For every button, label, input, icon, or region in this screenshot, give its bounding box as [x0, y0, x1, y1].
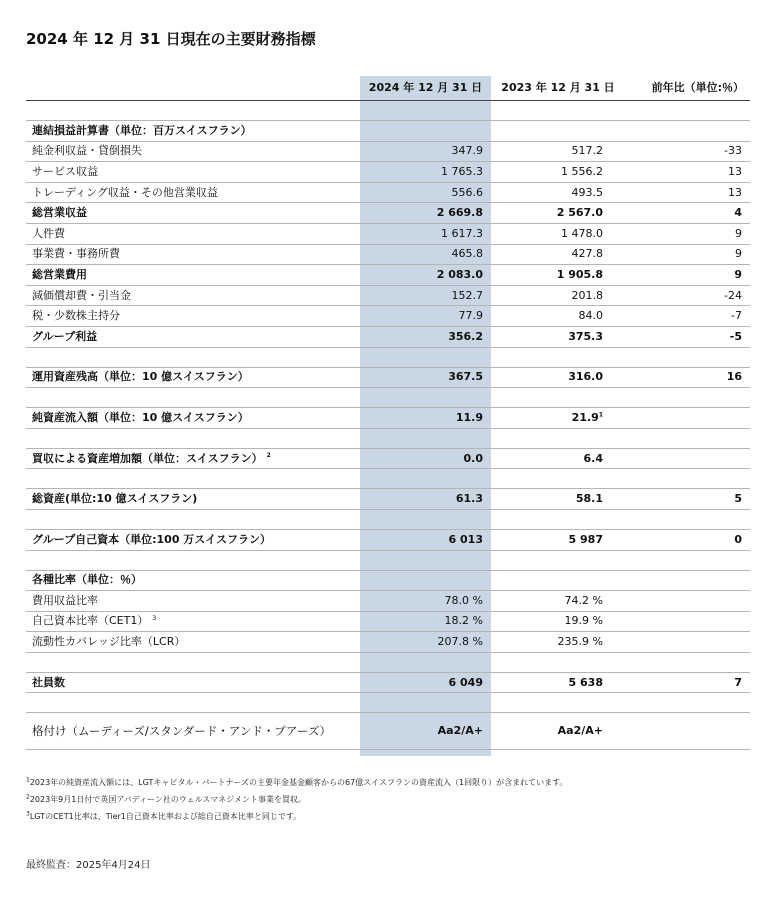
spacer-row — [26, 509, 750, 529]
value-v2024: 367.5 — [360, 367, 491, 388]
table-row — [26, 141, 750, 162]
value-v2024: 18.2 % — [360, 611, 491, 632]
value-yoy — [625, 121, 750, 142]
value-v2023 — [491, 652, 625, 672]
table-row — [26, 591, 750, 612]
row-label: 総営業収益 — [26, 203, 360, 224]
value-yoy: 0 — [625, 529, 750, 550]
value-v2024 — [360, 121, 491, 142]
table-row — [26, 265, 750, 286]
table-row — [26, 448, 750, 469]
row-label: サービス収益 — [26, 162, 360, 183]
value-yoy: 13 — [625, 182, 750, 203]
value-yoy: 9 — [625, 223, 750, 244]
value-v2023: 316.0 — [491, 367, 625, 388]
row-label: 流動性カバレッジ比率（LCR） — [26, 632, 360, 653]
value-yoy: -5 — [625, 326, 750, 347]
footnote-2: $^2$2023年9月1日付で英国アバディーン社のウェルスマネジメント事業を買収。 — [26, 793, 306, 804]
value-v2023: 58.1 — [491, 489, 625, 510]
row-label: 減価償却費・引当金 — [26, 285, 360, 306]
value-v2023: Aa2/A+ — [491, 713, 625, 750]
spacer-row — [26, 388, 750, 408]
value-v2023: 235.9 % — [491, 632, 625, 653]
value-v2024: 61.3 — [360, 489, 491, 510]
row-label: 各種比率（単位：％） — [26, 570, 360, 591]
value-yoy — [625, 428, 750, 448]
table-row — [26, 489, 750, 510]
value-v2023: 2 567.0 — [491, 203, 625, 224]
row-label: 買収による資産増加額（単位：スイスフラン） $^2$ — [26, 448, 360, 469]
value-v2023 — [491, 570, 625, 591]
spacer-row — [26, 652, 750, 672]
value-v2024: 11.9 — [360, 408, 491, 429]
last-audit-date: 最終監査：2025年4月24日 — [26, 860, 151, 871]
table-row — [26, 611, 750, 632]
header-2024: 2024 年 12 月 31 日 — [360, 76, 491, 101]
page-title: 2024 年 12 月 31 日現在の主要財務指標 — [26, 30, 316, 48]
value-yoy — [625, 611, 750, 632]
value-v2024: 2 669.8 — [360, 203, 491, 224]
value-v2024: 0.0 — [360, 448, 491, 469]
spacer-row — [26, 101, 750, 121]
table-header-row — [26, 76, 750, 101]
row-label: 純資産流入額（単位：10 億スイスフラン） — [26, 408, 360, 429]
value-v2023: 6.4 — [491, 448, 625, 469]
table-row — [26, 632, 750, 653]
value-v2023: 1 905.8 — [491, 265, 625, 286]
value-v2023 — [491, 550, 625, 570]
value-v2024 — [360, 652, 491, 672]
value-yoy — [625, 408, 750, 429]
value-v2023: 84.0 — [491, 306, 625, 327]
value-v2023 — [491, 693, 625, 713]
table-row — [26, 203, 750, 224]
value-yoy — [625, 347, 750, 367]
value-v2023 — [491, 509, 625, 529]
row-label — [26, 469, 360, 489]
value-v2024 — [360, 509, 491, 529]
value-v2023 — [491, 347, 625, 367]
financial-indicators-table — [26, 76, 750, 750]
row-label: 連結損益計算書（単位：百万スイスフラン） — [26, 121, 360, 142]
table-row — [26, 672, 750, 693]
value-v2023: 427.8 — [491, 244, 625, 265]
table-row — [26, 306, 750, 327]
table-row — [26, 285, 750, 306]
value-v2024 — [360, 347, 491, 367]
header-yoy: 前年比（単位:％） — [625, 76, 750, 101]
section-header-row — [26, 121, 750, 142]
value-v2023: 1 478.0 — [491, 223, 625, 244]
header-2023: 2023 年 12 月 31 日 — [491, 76, 625, 101]
value-yoy — [625, 591, 750, 612]
value-v2024: 6 049 — [360, 672, 491, 693]
value-v2023: 21.9$^1$ — [491, 408, 625, 429]
row-label — [26, 101, 360, 121]
value-yoy — [625, 469, 750, 489]
value-v2024: 77.9 — [360, 306, 491, 327]
value-yoy: 16 — [625, 367, 750, 388]
value-v2024: Aa2/A+ — [360, 713, 491, 750]
table-row — [26, 162, 750, 183]
value-v2023: 493.5 — [491, 182, 625, 203]
value-yoy: 9 — [625, 265, 750, 286]
value-yoy — [625, 652, 750, 672]
row-label — [26, 347, 360, 367]
row-label — [26, 693, 360, 713]
value-v2023: 201.8 — [491, 285, 625, 306]
value-v2024 — [360, 550, 491, 570]
value-yoy: -7 — [625, 306, 750, 327]
value-v2024: 78.0 % — [360, 591, 491, 612]
value-v2024: 1 617.3 — [360, 223, 491, 244]
value-v2024 — [360, 428, 491, 448]
value-v2024: 6 013 — [360, 529, 491, 550]
value-yoy — [625, 693, 750, 713]
footnote-3: $^3$LGTのCET1比率は、Tier1自己資本比率および総自己資本比率と同じです。 — [26, 810, 302, 821]
row-label: 格付け（ムーディーズ/スタンダード・アンド・プアーズ） — [26, 713, 360, 750]
value-v2024: 356.2 — [360, 326, 491, 347]
value-v2024 — [360, 570, 491, 591]
footnotes — [26, 774, 567, 825]
row-label: 総営業費用 — [26, 265, 360, 286]
table-row — [26, 408, 750, 429]
row-label: 人件費 — [26, 223, 360, 244]
row-label — [26, 550, 360, 570]
value-v2023: 517.2 — [491, 141, 625, 162]
row-label — [26, 509, 360, 529]
row-label: トレーディング収益・その他営業収益 — [26, 182, 360, 203]
value-v2023 — [491, 388, 625, 408]
value-yoy: -33 — [625, 141, 750, 162]
value-yoy — [625, 632, 750, 653]
value-v2024: 2 083.0 — [360, 265, 491, 286]
value-v2024 — [360, 693, 491, 713]
value-v2024 — [360, 388, 491, 408]
row-label: 費用収益比率 — [26, 591, 360, 612]
row-label — [26, 388, 360, 408]
table-row — [26, 713, 750, 750]
value-v2023: 375.3 — [491, 326, 625, 347]
value-yoy — [625, 713, 750, 750]
row-label: 事業費・事務所費 — [26, 244, 360, 265]
value-yoy — [625, 448, 750, 469]
spacer-row — [26, 347, 750, 367]
value-yoy — [625, 101, 750, 121]
spacer-row — [26, 428, 750, 448]
value-yoy: 9 — [625, 244, 750, 265]
value-yoy — [625, 550, 750, 570]
value-v2023: 5 987 — [491, 529, 625, 550]
table-row — [26, 529, 750, 550]
value-yoy: 4 — [625, 203, 750, 224]
row-label: 運用資産残高（単位：10 億スイスフラン） — [26, 367, 360, 388]
table-row — [26, 223, 750, 244]
value-yoy — [625, 509, 750, 529]
value-v2024: 556.6 — [360, 182, 491, 203]
value-v2023 — [491, 428, 625, 448]
value-yoy — [625, 570, 750, 591]
footnote-1: $^1$2023年の純資産流入額には、LGTキャピタル・パートナーズの主要年金基金顧客からの67億スイスフランの資産流入（1回限り）が含まれています。 — [26, 776, 568, 787]
row-label: 総資産(単位:10 億スイスフラン) — [26, 489, 360, 510]
value-v2023 — [491, 469, 625, 489]
row-label — [26, 652, 360, 672]
value-yoy: 13 — [625, 162, 750, 183]
row-label: 自己資本比率（CET1） $^3$ — [26, 611, 360, 632]
row-label: グループ利益 — [26, 326, 360, 347]
value-v2023: 1 556.2 — [491, 162, 625, 183]
table-row — [26, 326, 750, 347]
table-row — [26, 244, 750, 265]
table-row — [26, 182, 750, 203]
value-yoy: 7 — [625, 672, 750, 693]
spacer-row — [26, 469, 750, 489]
value-yoy: 5 — [625, 489, 750, 510]
section-header-row — [26, 570, 750, 591]
header-label-cell — [26, 76, 360, 101]
table-row — [26, 367, 750, 388]
value-v2024 — [360, 469, 491, 489]
spacer-row — [26, 693, 750, 713]
value-v2024: 347.9 — [360, 141, 491, 162]
row-label — [26, 428, 360, 448]
row-label: 税・少数株主持分 — [26, 306, 360, 327]
value-v2023: 74.2 % — [491, 591, 625, 612]
row-label: 社員数 — [26, 672, 360, 693]
value-v2024: 152.7 — [360, 285, 491, 306]
value-v2023: 19.9 % — [491, 611, 625, 632]
value-v2024: 207.8 % — [360, 632, 491, 653]
value-yoy — [625, 388, 750, 408]
value-v2023 — [491, 121, 625, 142]
row-label: 純金利収益・貸倒損失 — [26, 141, 360, 162]
value-v2023: 5 638 — [491, 672, 625, 693]
row-label: グループ自己資本（単位:100 万スイスフラン） — [26, 529, 360, 550]
value-v2024 — [360, 101, 491, 121]
value-v2024: 465.8 — [360, 244, 491, 265]
value-yoy: -24 — [625, 285, 750, 306]
value-v2024: 1 765.3 — [360, 162, 491, 183]
spacer-row — [26, 550, 750, 570]
value-v2023 — [491, 101, 625, 121]
